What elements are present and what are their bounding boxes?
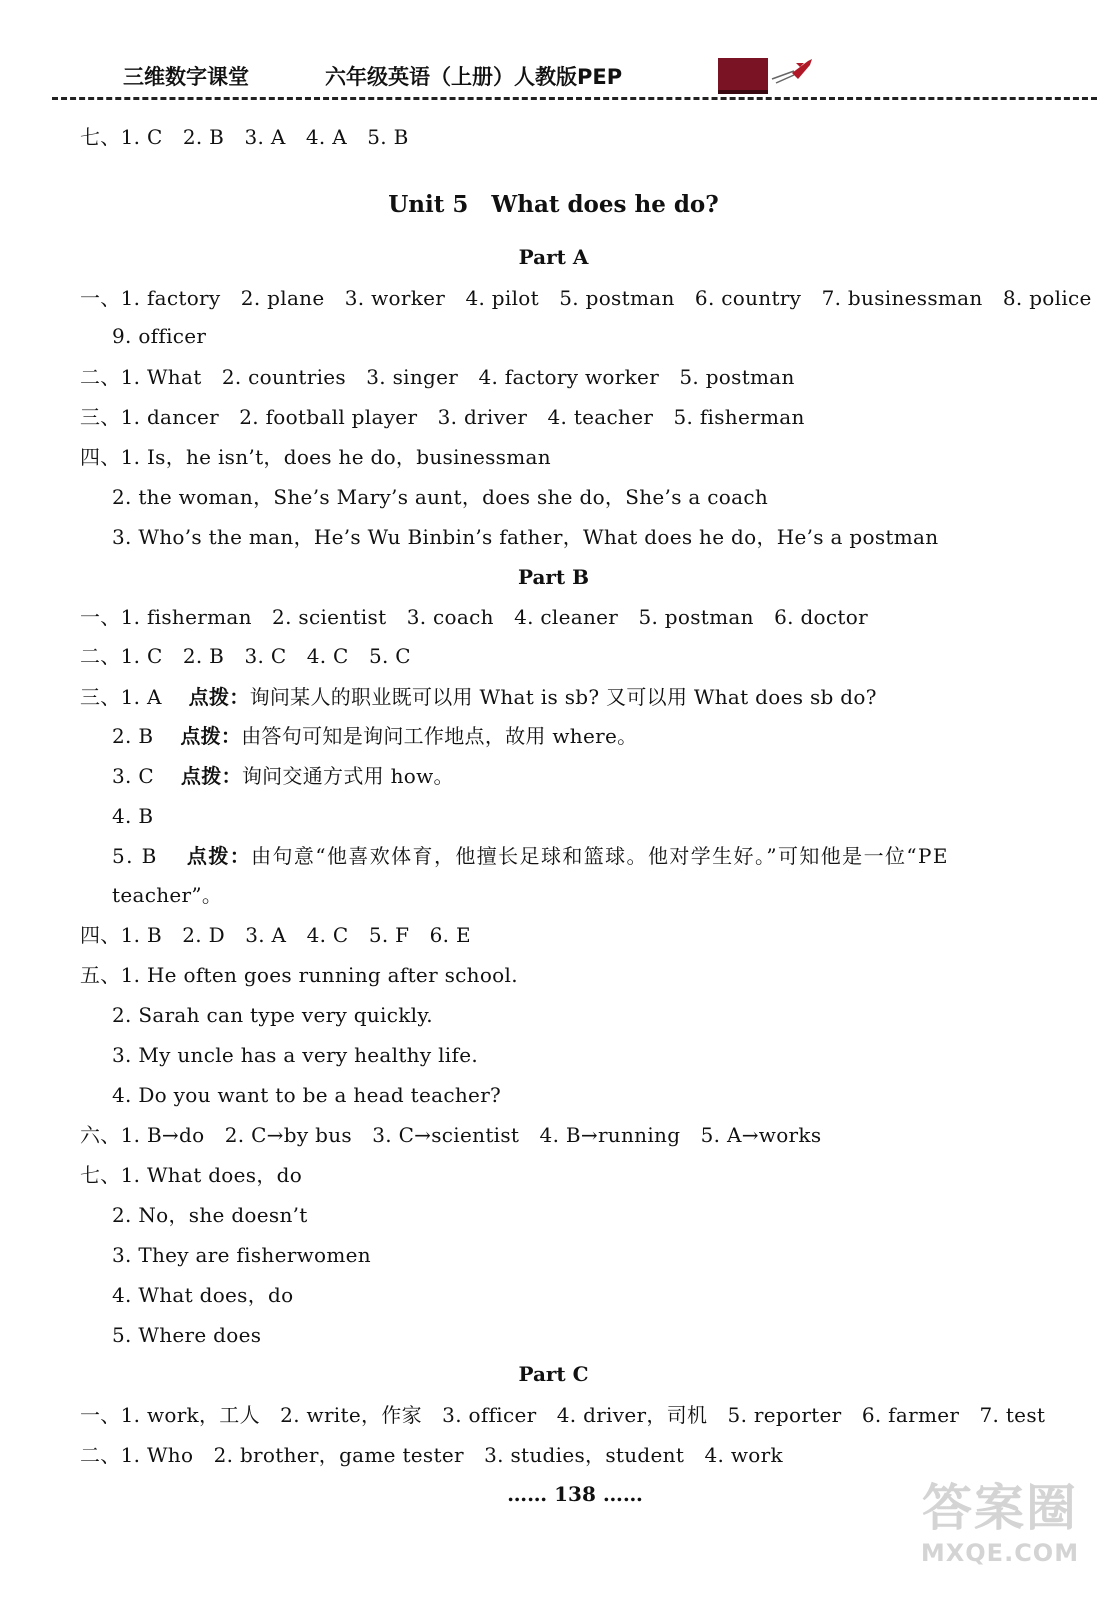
header-divider (52, 97, 1097, 100)
answer-line: 四、1. B 2. D 3. A 4. C 5. F 6. E (80, 923, 471, 947)
unit-title: Unit 5 What does he do? (388, 191, 719, 218)
answer-line: 一、1. factory 2. plane 3. worker 4. pilot 5. postman 6. country 7. businessman 8. police (80, 286, 1092, 310)
brand-name: 三维数字课堂 (123, 65, 249, 89)
tip-prefix: 三、1. A (80, 685, 162, 709)
tip-line (112, 723, 637, 749)
tip-text: 询问交通方式用 how。 (241, 764, 454, 788)
tip-prefix: 3. C (112, 764, 154, 788)
tip-label: 点拨： (180, 724, 242, 748)
page-number: …… 138 …… (507, 1482, 643, 1506)
answer-line: 5. Where does (112, 1323, 262, 1347)
answer-line: 二、1. Who 2. brother，game tester 3. studies，student 4. work (80, 1443, 783, 1467)
answer-line: 2. the woman，She’s Mary’s aunt，does she do，She’s a coach (112, 485, 769, 509)
answer-line: 一、1. work，工人 2. write，作家 3. officer 4. driver，司机 5. reporter 6. farmer 7. test (80, 1403, 1046, 1427)
answer-line: 2. Sarah can type very quickly. (112, 1003, 433, 1027)
book-icon (718, 58, 768, 94)
answer-line: 3. They are fisherwomen (112, 1243, 371, 1267)
answer-line: 9. officer (112, 324, 207, 348)
answer-line: teacher”。 (112, 883, 223, 907)
watermark-logo: 答案圈 (922, 1479, 1078, 1537)
answer-line: 四、1. Is，he isn’t，does he do，businessman (80, 445, 551, 469)
part-heading: Part B (517, 565, 590, 589)
tip-text: 由答句可知是询问工作地点，故用 where。 (241, 724, 638, 748)
answer-line: 4. B (112, 804, 154, 828)
answer-line: 4. Do you want to be a head teacher? (112, 1083, 502, 1107)
part-heading: Part C (518, 1362, 589, 1386)
rocket-icon (770, 57, 816, 85)
answer-line: 2. No，she doesn’t (112, 1203, 308, 1227)
tip-text: 由句意“他喜欢体育，他擅长足球和篮球。他对学生好。”可知他是一位“PE (251, 844, 949, 868)
answer-line: 七、1. C 2. B 3. A 4. A 5. B (80, 125, 409, 149)
tip-line (112, 763, 454, 789)
answer-line: 3. Who’s the man，He’s Wu Binbin’s father，What does he do，He’s a postman (112, 525, 939, 549)
tip-text: 询问某人的职业既可以用 What is sb? 又可以用 What does sb do? (249, 685, 877, 709)
answer-line: 3. My uncle has a very healthy life. (112, 1043, 478, 1067)
answer-line: 六、1. B→do 2. C→by bus 3. C→scientist 4. B→running 5. A→works (80, 1123, 822, 1147)
tip-prefix: 2. B (112, 724, 154, 748)
tip-prefix: 5. B (112, 844, 158, 868)
tip-line (80, 684, 877, 710)
page-header (0, 55, 1107, 103)
book-title: 六年级英语（上册）人教版PEP (325, 65, 623, 89)
answer-line: 三、1. dancer 2. football player 3. driver 4. teacher 5. fisherman (80, 405, 805, 429)
part-heading: Part A (518, 245, 589, 269)
tip-label: 点拨： (180, 764, 242, 788)
answer-line: 二、1. What 2. countries 3. singer 4. factory worker 5. postman (80, 365, 795, 389)
watermark (900, 1478, 1100, 1596)
watermark-url: MXQE.COM (920, 1539, 1080, 1567)
answer-line: 一、1. fisherman 2. scientist 3. coach 4. cleaner 5. postman 6. doctor (80, 605, 868, 629)
tip-label: 点拨： (188, 685, 250, 709)
answer-line: 二、1. C 2. B 3. C 4. C 5. C (80, 644, 411, 668)
tip-line (112, 843, 949, 869)
answer-line: 五、1. He often goes running after school. (80, 963, 518, 987)
answer-line: 七、1. What does，do (80, 1163, 303, 1187)
answer-line: 4. What does，do (112, 1283, 294, 1307)
tip-label: 点拨： (186, 844, 252, 868)
